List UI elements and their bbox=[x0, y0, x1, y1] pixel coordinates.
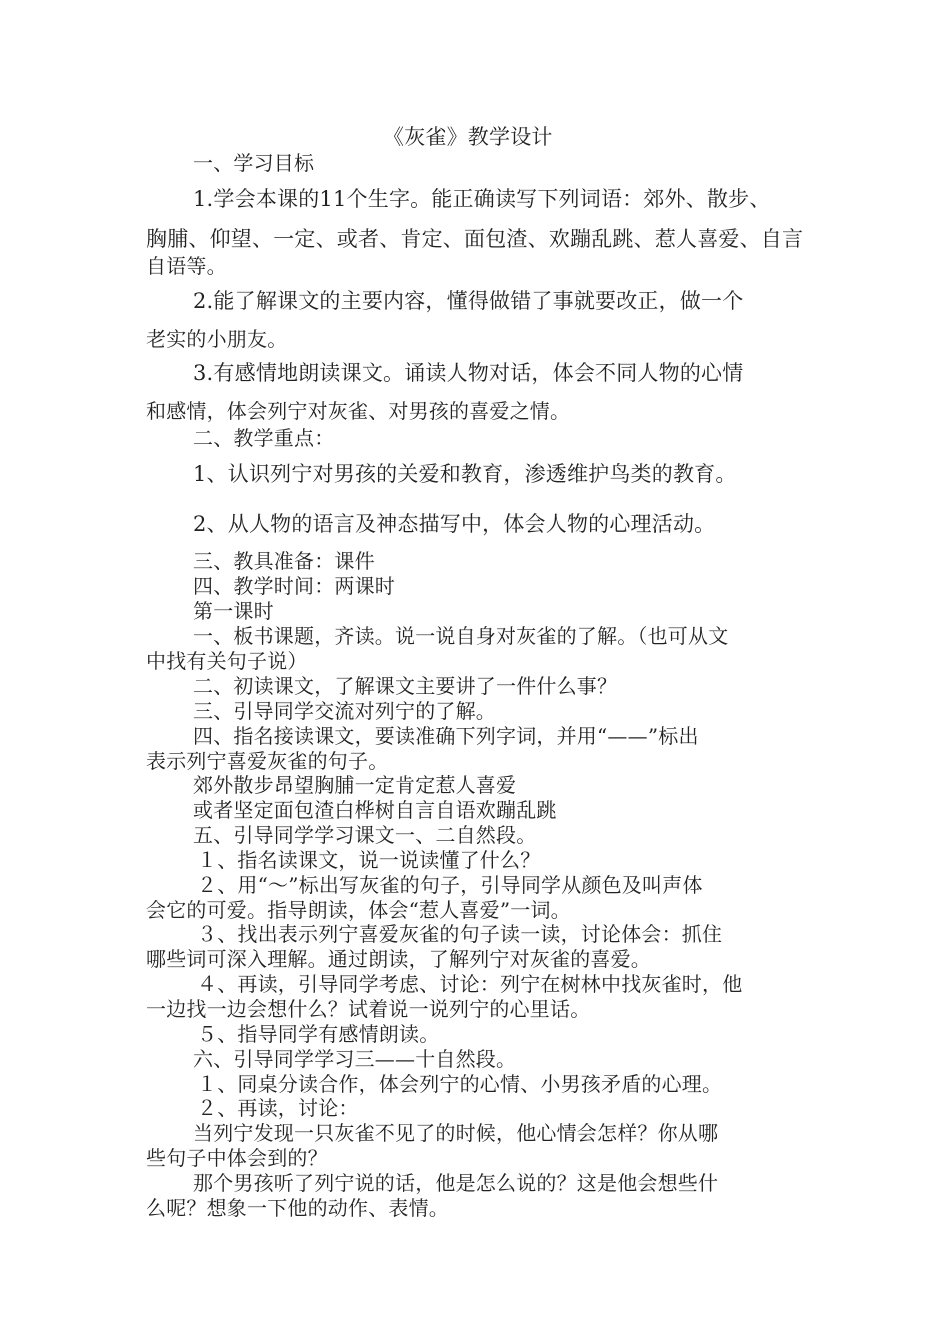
section-heading: 第一课时 bbox=[193, 599, 274, 623]
list-item: ５、指导同学有感情朗读。 bbox=[197, 1022, 440, 1046]
page-title: 《灰雀》教学设计 bbox=[383, 125, 553, 149]
paragraph-line: 二、初读课文，了解课文主要讲了一件什么事？ bbox=[193, 674, 618, 698]
section-heading: 三、教具准备：课件 bbox=[193, 549, 375, 573]
paragraph-line: 会它的可爱。指导朗读，体会“惹人喜爱”一词。 bbox=[146, 898, 571, 922]
paragraph-line: 自语等。 bbox=[146, 254, 227, 278]
section-heading: 四、教学时间：两课时 bbox=[193, 574, 395, 598]
paragraph-line: 一边找一边会想什么？试着说一说列宁的心里话。 bbox=[146, 997, 591, 1021]
paragraph-line: 三、引导同学交流对列宁的了解。 bbox=[193, 699, 496, 723]
section-heading: 五、引导同学学习课文一、二自然段。 bbox=[193, 823, 537, 847]
section-heading: 二、教学重点： bbox=[193, 426, 335, 450]
list-item: １、指名读课文，说一说读懂了什么？ bbox=[197, 848, 541, 872]
paragraph-line: 一、板书课题，齐读。说一说自身对灰雀的了解。（也可从文 bbox=[193, 624, 729, 648]
paragraph-line: 老实的小朋友。 bbox=[146, 327, 288, 351]
list-item: ２、再读，讨论： bbox=[197, 1096, 359, 1120]
paragraph-line: 么呢？想象一下他的动作、表情。 bbox=[146, 1196, 449, 1220]
section-heading: 一、学习目标 bbox=[193, 151, 315, 175]
paragraph-line: 四、指名接读课文，要读准确下列字词，并用“——”标出 bbox=[193, 724, 699, 748]
section-heading: 六、引导同学学习三——十自然段。 bbox=[193, 1047, 517, 1071]
paragraph-line: 1、认识列宁对男孩的关爱和教育，渗透维护鸟类的教育。 bbox=[193, 462, 737, 486]
paragraph-line: 1.学会本课的11个生字。能正确读写下列词语：郊外、散步、 bbox=[193, 187, 771, 211]
list-item: ２、用“～”标出写灰雀的句子，引导同学从颜色及叫声体 bbox=[197, 873, 703, 897]
list-item: ４、再读，引导同学考虑、讨论：列宁在树林中找灰雀时，他 bbox=[197, 972, 743, 996]
word-list-line: 郊外散步昂望胸脯一定肯定惹人喜爱 bbox=[193, 773, 517, 797]
paragraph-line: 表示列宁喜爱灰雀的句子。 bbox=[146, 749, 389, 773]
paragraph-line: 哪些词可深入理解。通过朗读，了解列宁对灰雀的喜爱。 bbox=[146, 947, 651, 971]
paragraph-line: 2、从人物的语言及神态描写中，体会人物的心理活动。 bbox=[193, 512, 716, 536]
list-item: １、同桌分读合作，体会列宁的心情、小男孩矛盾的心理。 bbox=[197, 1072, 723, 1096]
paragraph-line: 3.有感情地朗读课文。诵读人物对话，体会不同人物的心情 bbox=[193, 361, 744, 385]
paragraph-line: 那个男孩听了列宁说的话，他是怎么说的？这是他会想些什 bbox=[193, 1171, 719, 1195]
paragraph-line: 2.能了解课文的主要内容，懂得做错了事就要改正，做一个 bbox=[193, 289, 744, 313]
paragraph-line: 当列宁发现一只灰雀不见了的时候，他心情会怎样？你从哪 bbox=[193, 1121, 719, 1145]
paragraph-line: 些句子中体会到的？ bbox=[146, 1146, 328, 1170]
paragraph-line: 中找有关句子说） bbox=[146, 649, 308, 673]
paragraph-line: 胸脯、仰望、一定、或者、肯定、面包渣、欢蹦乱跳、惹人喜爱、自言 bbox=[146, 227, 804, 251]
word-list-line: 或者坚定面包渣白桦树自言自语欢蹦乱跳 bbox=[193, 798, 557, 822]
paragraph-line: 和感情，体会列宁对灰雀、对男孩的喜爱之情。 bbox=[146, 399, 571, 423]
list-item: ３、找出表示列宁喜爱灰雀的句子读一读，讨论体会：抓住 bbox=[197, 922, 723, 946]
